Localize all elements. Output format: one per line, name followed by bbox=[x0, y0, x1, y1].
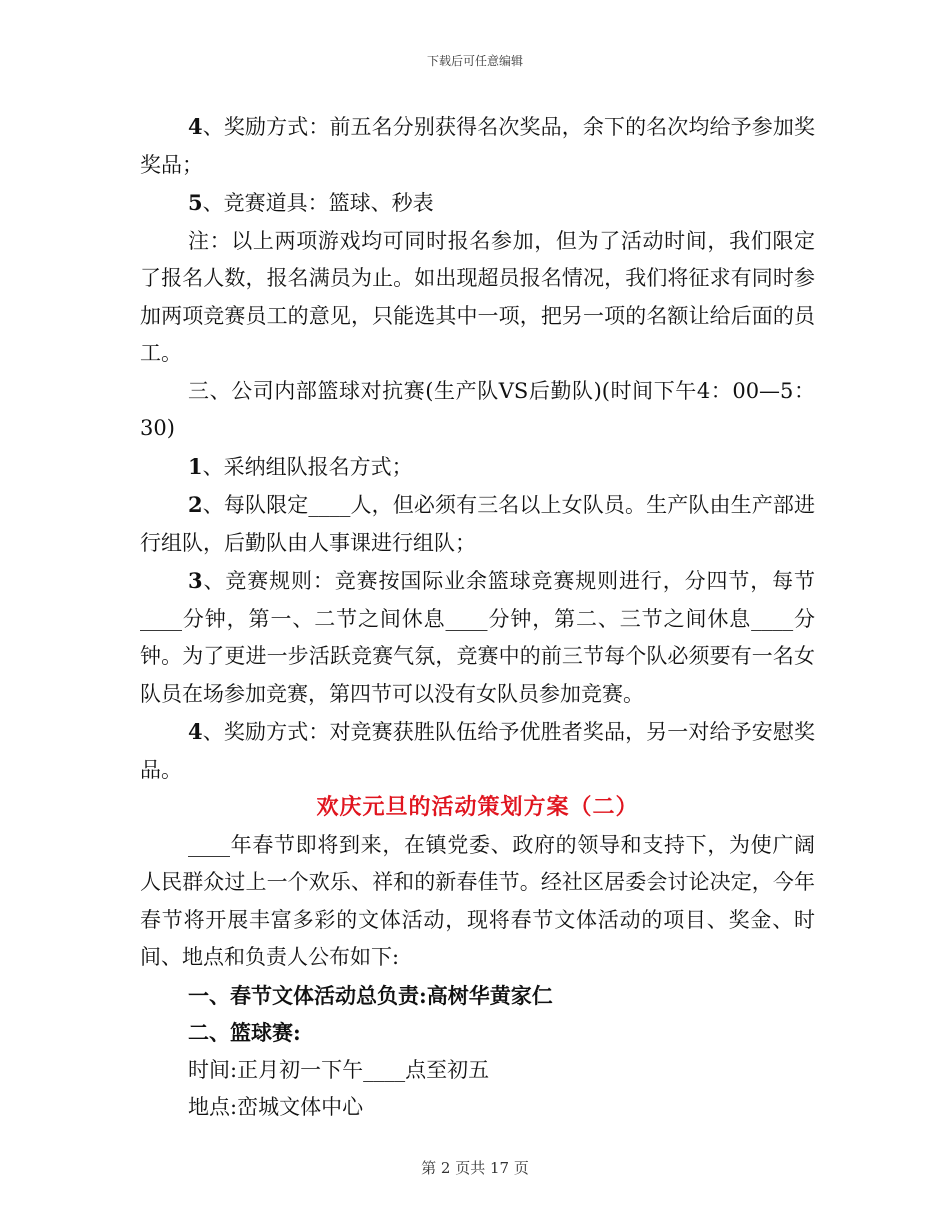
paragraph-award-method bbox=[140, 108, 815, 184]
paragraph-team-signup bbox=[140, 448, 815, 487]
heading-basketball: 二、篮球赛: bbox=[188, 1020, 301, 1045]
paragraph-award bbox=[140, 713, 815, 789]
paragraph-time: 时间:正月初一下午____点至初五 bbox=[188, 1057, 490, 1082]
item-number: 4 bbox=[188, 719, 203, 744]
item-number: 5 bbox=[188, 190, 203, 215]
paragraph-text: 、竞赛道具：篮球、秒表 bbox=[202, 191, 434, 215]
paragraph-text: 、竞赛规则：竞赛按国际业余篮球竞赛规则进行，分四节，每节____分钟，第一、二节之间休息____分钟，第二、三节之间休息____分钟。为了更进一步活跃竞赛气氛，竞赛中的前三节每个队必须要有一名女队员在场参加竞赛，第四节可以没有女队员参加竞赛。 bbox=[140, 569, 815, 706]
paragraph-rules bbox=[140, 562, 815, 713]
paragraph-text: 、奖励方式：对竞赛获胜队伍给予优胜者奖品，另一对给予安慰奖品。 bbox=[140, 720, 815, 782]
paragraph-note: 注：以上两项游戏均可同时报名参加，但为了活动时间，我们限定了报名人数，报名满员为止。如出现超员报名情况，我们将征求有同时参加两项竞赛员工的意见，只能选其中一项，把另一项的名额让给后面的员工。 bbox=[140, 228, 815, 365]
item-number: 3 bbox=[188, 568, 203, 593]
page-header: 下载后可任意编辑 bbox=[426, 54, 523, 68]
paragraph-intro: ____年春节即将到来，在镇党委、政府的领导和支持下，为使广阔人民群众过上一个欢乐、祥和的新春佳节。经社区居委会讨论决定，今年春节将开展丰富多彩的文体活动，现将春节文体活动的项目、奖金、时间、地点和负责人公布如下: bbox=[140, 832, 815, 969]
paragraph-text: 、奖励方式：前五名分别获得名次奖品，余下的名次均给予参加奖奖品； bbox=[140, 115, 815, 177]
page-footer: 第 2 页共 17 页 bbox=[421, 1159, 529, 1177]
item-number: 4 bbox=[188, 114, 203, 139]
heading-leaders: 一、春节文体活动总负责:高树华黄家仁 bbox=[188, 982, 553, 1008]
paragraph-text: 、采纳组队报名方式； bbox=[202, 454, 413, 479]
section-title: 欢庆元旦的活动策划方案（二） bbox=[316, 794, 639, 820]
paragraph-props bbox=[140, 184, 815, 223]
paragraph-place: 地点:峦城文体中心 bbox=[188, 1095, 364, 1119]
item-number: 1 bbox=[188, 453, 203, 479]
paragraph-basketball-match: 三、公司内部篮球对抗赛(生产队VS后勤队)(时间下午4：00—5：30) bbox=[140, 378, 815, 440]
paragraph-text: 、每队限定____人，但必须有三名以上女队员。生产队由生产部进行组队，后勤队由人事课进行组队； bbox=[140, 493, 815, 555]
paragraph-team-limit bbox=[140, 486, 815, 562]
item-number: 2 bbox=[188, 492, 203, 517]
document-body bbox=[140, 108, 815, 1127]
